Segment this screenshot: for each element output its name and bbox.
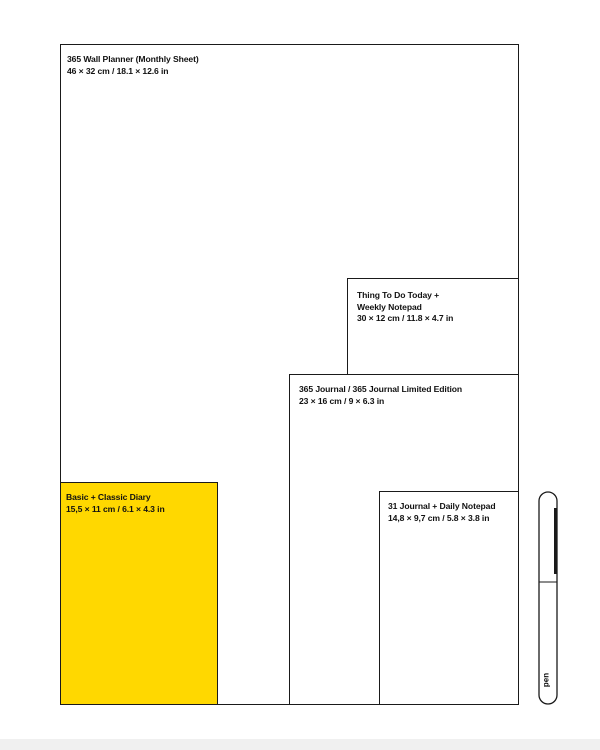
- todo-notepad-dimensions: 30 × 12 cm / 11.8 × 4.7 in: [357, 313, 454, 323]
- todo-notepad-title-line1: Thing To Do Today +: [357, 290, 440, 300]
- journal-31-label: [388, 501, 495, 524]
- todo-notepad-box: [347, 278, 519, 375]
- pen-clip-icon: [554, 508, 557, 574]
- journal-365-title: 365 Journal / 365 Journal Limited Edition: [299, 384, 463, 394]
- journal-365-label: [299, 384, 462, 407]
- todo-notepad-title-line2: Weekly Notepad: [357, 301, 422, 312]
- classic-diary-label: [66, 492, 165, 515]
- classic-diary-box: [60, 482, 218, 705]
- wall-planner-label: [67, 54, 199, 77]
- pen-illustration: [537, 491, 560, 705]
- classic-diary-dimensions: 15,5 × 11 cm / 6.1 × 4.3 in: [66, 503, 165, 514]
- classic-diary-title: Basic + Classic Diary: [66, 492, 151, 502]
- wall-planner-title: 365 Wall Planner (Monthly Sheet): [67, 54, 199, 64]
- wall-planner-dimensions: 46 × 32 cm / 18.1 × 12.6 in: [67, 65, 169, 76]
- journal-31-dimensions: 14,8 × 9,7 cm / 5.8 × 3.8 in: [388, 512, 490, 523]
- journal-31-title: 31 Journal + Daily Notepad: [388, 501, 496, 511]
- journal-31-box: [379, 491, 519, 705]
- journal-365-dimensions: 23 × 16 cm / 9 × 6.3 in: [299, 395, 385, 406]
- todo-notepad-label: [357, 290, 453, 325]
- pen-label: pen: [541, 672, 551, 688]
- footer-band: [0, 739, 600, 750]
